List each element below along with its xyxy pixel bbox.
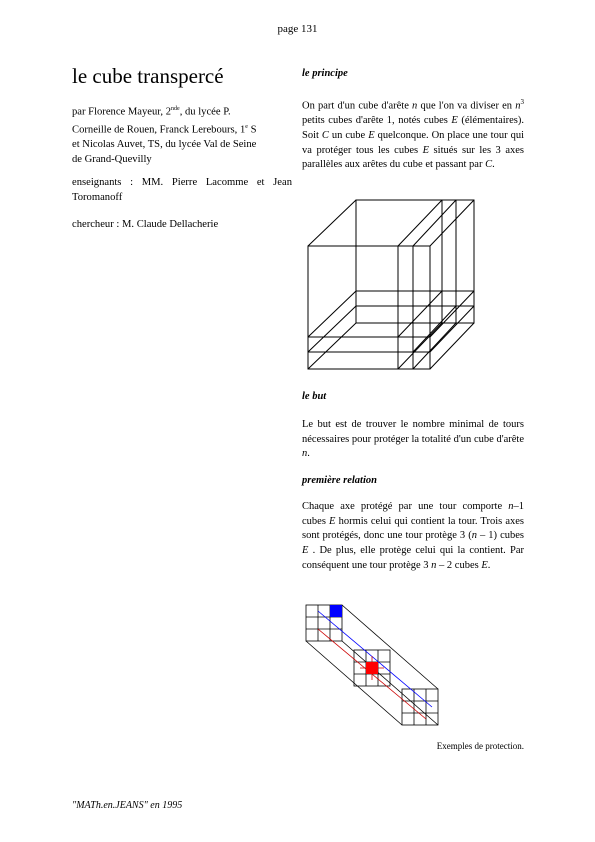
authors-line-4: de Grand-Quevilly — [72, 154, 152, 166]
authors-line-1: par Florence Mayeur, 2 — [72, 106, 172, 118]
authors-sup: nde — [171, 106, 180, 112]
principle-heading: le principe — [302, 68, 348, 79]
relation-paragraph: Chaque axe protégé par une tour comporte n–1 cubes E hormis celui qui contient la tour. Trois axes sont protégés, donc une tour protège 3 (n – 1) cubes E . De plus, elle protège celui qui la contient. Par conséquent une tour protège 3 n – 2 cubes E. — [302, 501, 524, 571]
footer-note: "MATh.en.JEANS" en 1995 — [72, 800, 183, 811]
authors-sup2: e — [245, 123, 248, 130]
red-tower-cube — [366, 662, 378, 674]
goal-heading: le but — [302, 391, 327, 402]
article-title: le cube transpercé — [72, 64, 224, 88]
blue-protected-cube — [330, 605, 342, 617]
authors-line-1b: , du lycée P. — [179, 106, 231, 118]
researcher-paragraph: chercheur : M. Claude Dellacherie — [72, 219, 219, 230]
authors-line-2b: S — [247, 124, 257, 136]
goal-paragraph: Le but est de trouver le nombre minimal de tours nécessaires pour protéger la totalité d'un cube d'arête n. — [302, 419, 524, 460]
authors-line-2: Corneille de Rouen, Franck Lerebours, 1 — [72, 124, 246, 136]
authors-line-3: et Nicolas Auvet, TS, du lycée Val de Seine — [72, 139, 257, 151]
principle-paragraph: On part d'un cube d'arête n que l'on va diviser en $n^3$ petits cubes d'arête 1, notés cubes E (élémentaires). Soit C un cube E quelconque. On place une tour qui va protéger tous les cubes E situés sur les 3 axes parallèles aux arêtes du cube et passant par C. — [302, 98, 525, 171]
relation-heading: première relation — [302, 475, 377, 486]
page-number: page 131 — [277, 23, 318, 35]
teachers-paragraph: enseignants : MM. Pierre Lacomme et Jean Toromanoff — [72, 177, 292, 203]
figure-caption: Exemples de protection. — [436, 741, 524, 751]
